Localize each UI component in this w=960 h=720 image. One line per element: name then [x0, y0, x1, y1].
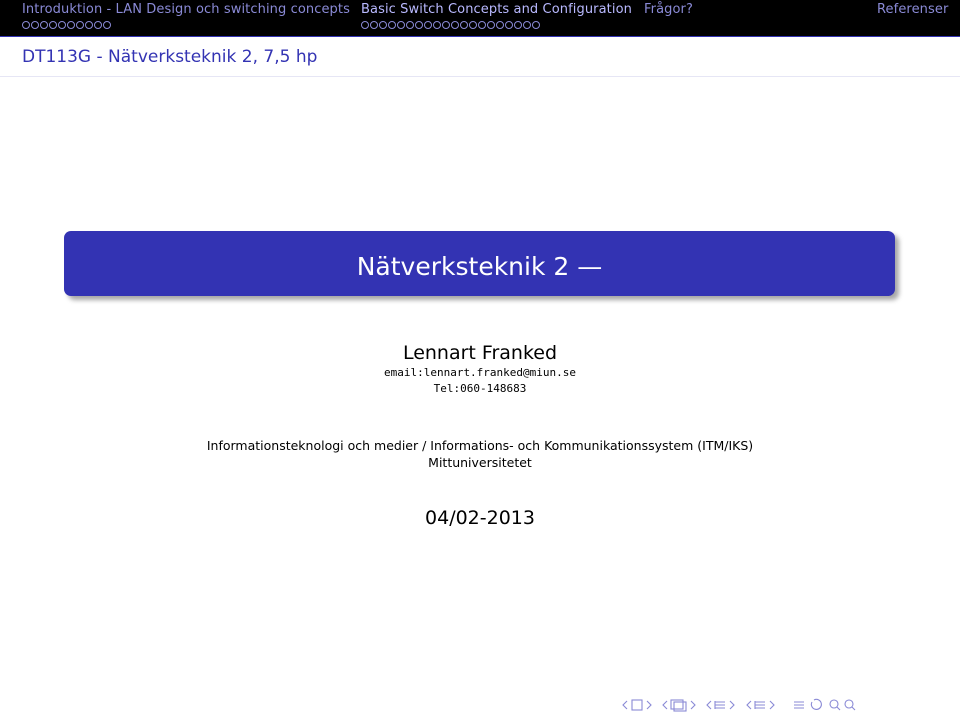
institute-university: Mittuniversitetet [428, 455, 532, 470]
frame-headline [0, 36, 960, 77]
slide-dot[interactable] [76, 21, 84, 29]
slide-dot[interactable] [478, 21, 486, 29]
slide-dot[interactable] [379, 21, 387, 29]
slide-back-icon[interactable] [623, 700, 651, 710]
slide-dot[interactable] [361, 21, 369, 29]
slide-dot[interactable] [487, 21, 495, 29]
author-name: Lennart Franked [402, 342, 558, 364]
slide-dot[interactable] [397, 21, 405, 29]
search-icon[interactable] [811, 699, 855, 710]
slide-dot[interactable] [94, 21, 102, 29]
slide-dot[interactable] [85, 21, 93, 29]
slide-dot[interactable] [415, 21, 423, 29]
document-icon[interactable] [794, 702, 804, 708]
slide-dot[interactable] [103, 21, 111, 29]
slide-dot[interactable] [505, 21, 513, 29]
slide-dot[interactable] [370, 21, 378, 29]
slide-dot[interactable] [523, 21, 531, 29]
slide-dot[interactable] [58, 21, 66, 29]
subsection-back-icon[interactable] [707, 701, 734, 709]
slide-dot[interactable] [433, 21, 441, 29]
navigation-symbols-svg [620, 697, 950, 713]
slide-dot[interactable] [31, 21, 39, 29]
institute-block [0, 437, 960, 471]
institute-department: Informationsteknologi och medier / Informations- och Kommunikationssystem (ITM/IKS) [206, 438, 754, 453]
nav-section-label[interactable]: Referenser [877, 2, 949, 17]
author-phone: Tel:060-148683 [433, 382, 527, 395]
slide-dot[interactable] [532, 21, 540, 29]
slide-dot[interactable] [388, 21, 396, 29]
slide-dot[interactable] [514, 21, 522, 29]
section-back-icon[interactable] [747, 701, 774, 709]
nav-section-label[interactable]: Frågor? [644, 2, 693, 17]
presentation-title: Nätverksteknik 2 — [356, 252, 603, 281]
section-navigation-bar [0, 0, 960, 36]
presentation-date: 04/02-2013 [425, 507, 535, 529]
nav-section-label[interactable]: Introduktion - LAN Design och switching concepts [22, 2, 350, 17]
nav-section-label[interactable]: Basic Switch Concepts and Configuration [361, 2, 632, 17]
slide-dot[interactable] [496, 21, 504, 29]
frame-back-icon[interactable] [663, 700, 695, 711]
slide-dot[interactable] [469, 21, 477, 29]
slide-dot[interactable] [49, 21, 57, 29]
beamer-navigation-symbols [620, 697, 950, 713]
slide-dot[interactable] [451, 21, 459, 29]
slide-dot[interactable] [22, 21, 30, 29]
slide-dot[interactable] [442, 21, 450, 29]
slide-dot[interactable] [406, 21, 414, 29]
nav-slide-dots [22, 21, 111, 30]
slide-dot[interactable] [40, 21, 48, 29]
nav-slide-dots [361, 21, 540, 30]
slide-dot[interactable] [424, 21, 432, 29]
slide-dot[interactable] [67, 21, 75, 29]
title-block [64, 231, 895, 296]
course-title: DT113G - Nätverksteknik 2, 7,5 hp [22, 47, 318, 67]
author-email: email:lennart.franked@miun.se [383, 366, 577, 379]
slide-dot[interactable] [460, 21, 468, 29]
